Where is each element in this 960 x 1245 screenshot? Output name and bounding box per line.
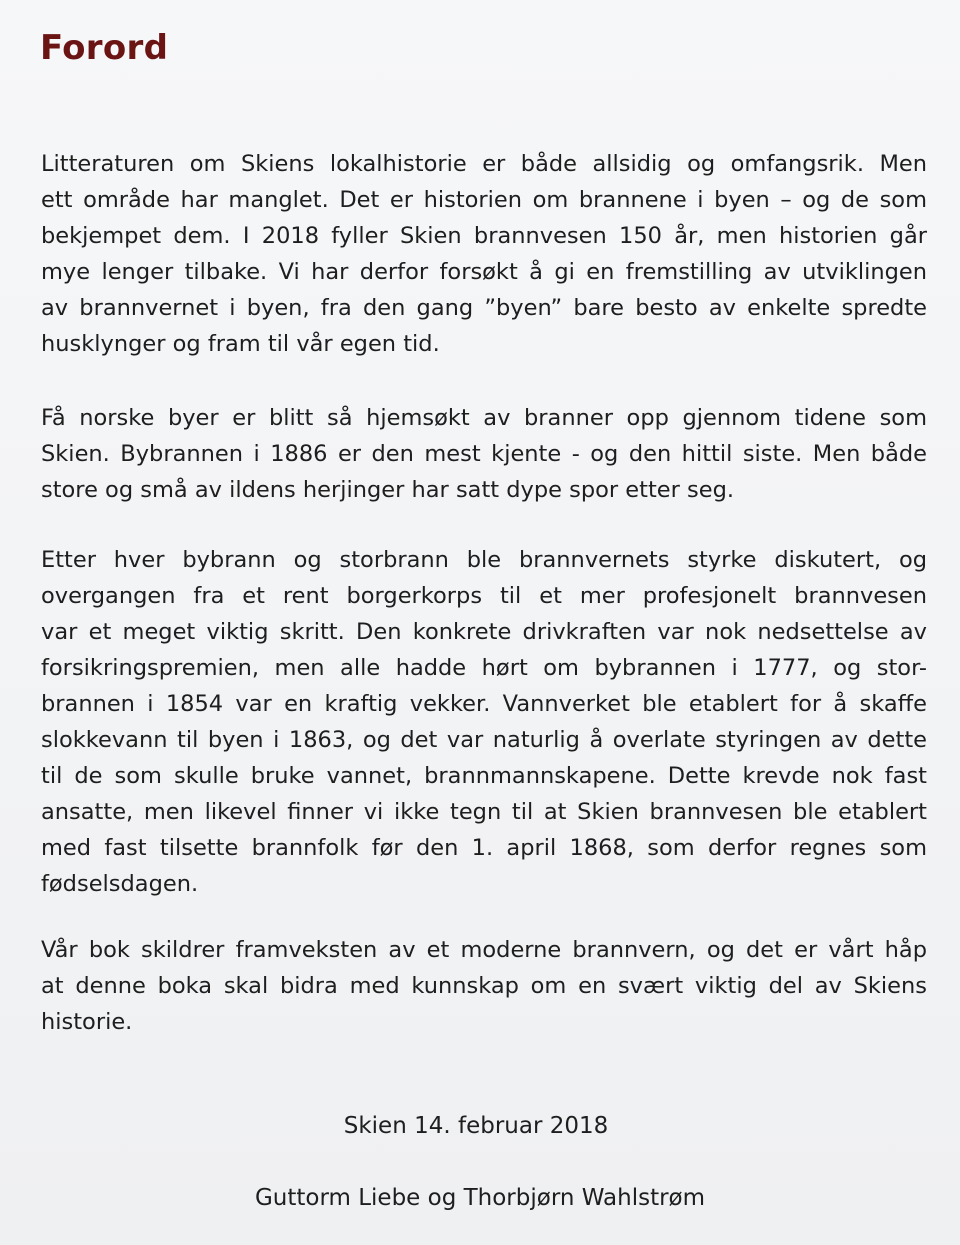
text-line: til de som skulle bruke vannet, brannmannskapene. Dette krevde nok fast (41, 763, 927, 789)
paragraph-4 (41, 932, 927, 1040)
text-line: av brannvernet i byen, fra den gang ”byen” bare besto av enkelte spredte (41, 295, 927, 321)
text-line: Litteraturen om Skiens lokalhistorie er både allsidig og omfangsrik. Men (41, 151, 927, 177)
place-and-date: Skien 14. februar 2018 (343, 1113, 609, 1139)
text-line: Etter hver bybrann og storbrann ble brannvernets styrke diskutert, og (41, 547, 927, 573)
text-line: husklynger og fram til vår egen tid. (41, 331, 440, 357)
text-line: at denne boka skal bidra med kunnskap om en svært viktig del av Skiens (41, 973, 927, 999)
text-line: ansatte, men likevel finner vi ikke tegn til at Skien brannvesen ble etablert (41, 799, 927, 825)
text-line: var et meget viktig skritt. Den konkrete drivkraften var nok nedsettelse av (41, 619, 927, 645)
text-line: forsikringspremien, men alle hadde hørt om bybrannen i 1777, og stor- (41, 655, 927, 681)
page-title: Forord (40, 28, 169, 68)
text-line: Få norske byer er blitt så hjemsøkt av branner opp gjennom tidene som (41, 405, 927, 431)
paragraph-1 (41, 146, 927, 362)
paragraph-3 (41, 542, 927, 902)
text-line: mye lenger tilbake. Vi har derfor forsøkt å gi en fremstilling av utviklingen (41, 259, 927, 285)
text-line: brannen i 1854 var en kraftig vekker. Vannverket ble etablert for å skaffe (41, 691, 927, 717)
text-line: historie. (41, 1009, 133, 1035)
text-line: store og små av ildens herjinger har satt dype spor etter seg. (41, 477, 735, 503)
text-line: ett område har manglet. Det er historien om brannene i byen – og de som (41, 187, 927, 213)
text-line: bekjempet dem. I 2018 fyller Skien brannvesen 150 år, men historien går (41, 223, 927, 249)
text-line: Vår bok skildrer framveksten av et moderne brannvern, og det er vårt håp (41, 937, 927, 963)
paragraph-2 (41, 400, 927, 508)
text-line: fødselsdagen. (41, 871, 199, 897)
text-line: med fast tilsette brannfolk før den 1. april 1868, som derfor regnes som (41, 835, 927, 861)
authors-signature: Guttorm Liebe og Thorbjørn Wahlstrøm (254, 1185, 706, 1211)
text-line: overgangen fra et rent borgerkorps til et mer profesjonelt brannvesen (41, 583, 927, 609)
text-line: slokkevann til byen i 1863, og det var naturlig å overlate styringen av dette (41, 727, 927, 753)
text-line: Skien. Bybrannen i 1886 er den mest kjente - og den hittil siste. Men både (41, 441, 927, 467)
